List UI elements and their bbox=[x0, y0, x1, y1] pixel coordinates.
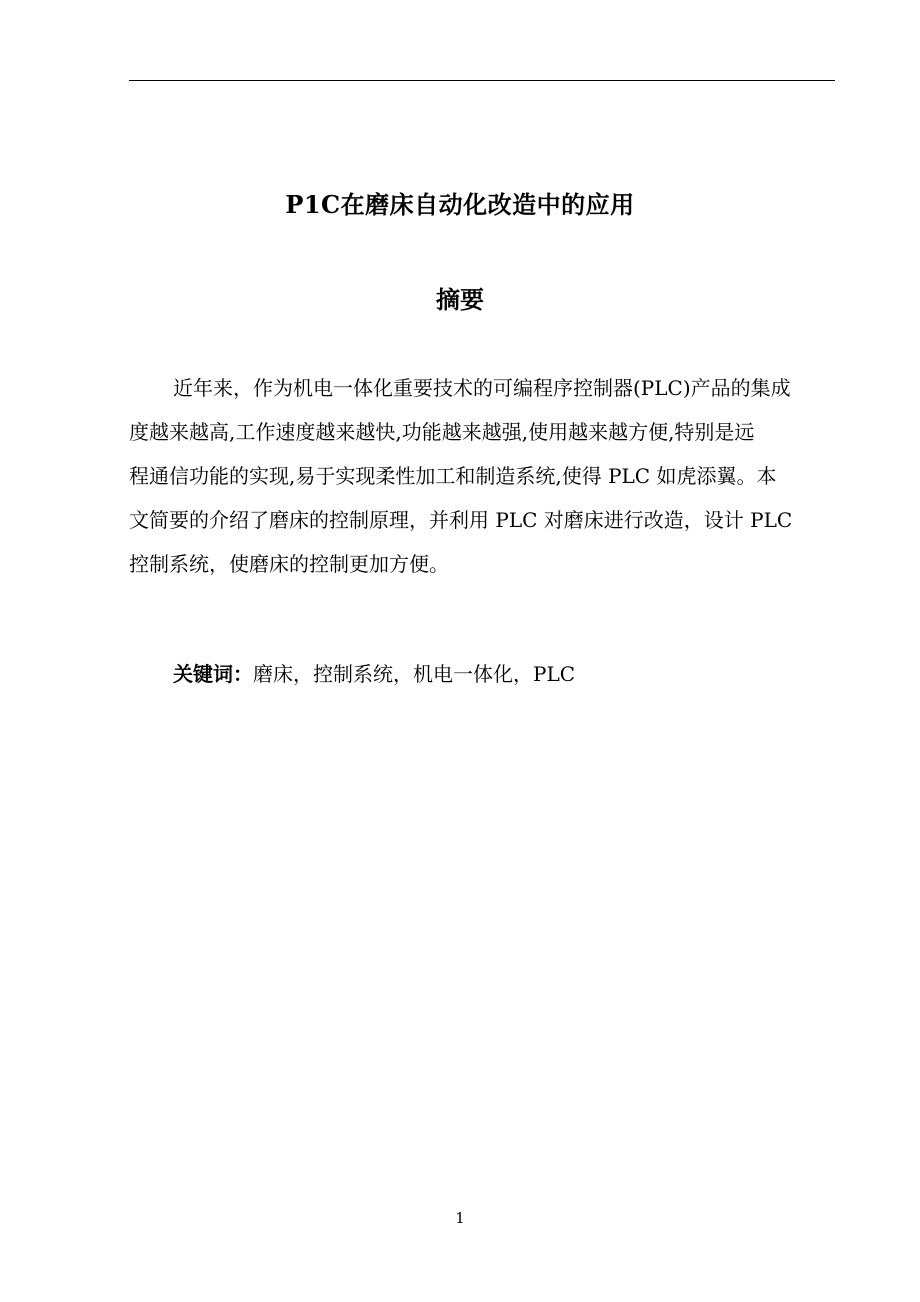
keywords-line bbox=[173, 654, 575, 694]
header-rule bbox=[129, 80, 835, 81]
page-number: 1 bbox=[455, 1209, 465, 1227]
document-title: P1C在磨床自动化改造中的应用 bbox=[285, 190, 635, 219]
keywords-text: 磨床，控制系统，机电一体化，PLC bbox=[253, 662, 576, 686]
abstract-line: 程通信功能的实现,易于实现柔性加工和制造系统,使得 PLC 如虎添翼。本 bbox=[129, 464, 777, 488]
keywords-label: 关键词： bbox=[173, 662, 253, 686]
abstract-heading: 摘要 bbox=[436, 285, 484, 314]
abstract-paragraph bbox=[129, 366, 835, 586]
abstract-line: 近年来，作为机电一体化重要技术的可编程序控制器(PLC)产品的集成 bbox=[173, 376, 791, 400]
abstract-line: 控制系统，使磨床的控制更加方便。 bbox=[129, 552, 449, 576]
abstract-line: 文简要的介绍了磨床的控制原理，并利用 PLC 对磨床进行改造，设计 PLC bbox=[129, 508, 793, 532]
abstract-line: 度越来越高,工作速度越来越快,功能越来越强,使用越来越方便,特别是远 bbox=[129, 420, 755, 444]
